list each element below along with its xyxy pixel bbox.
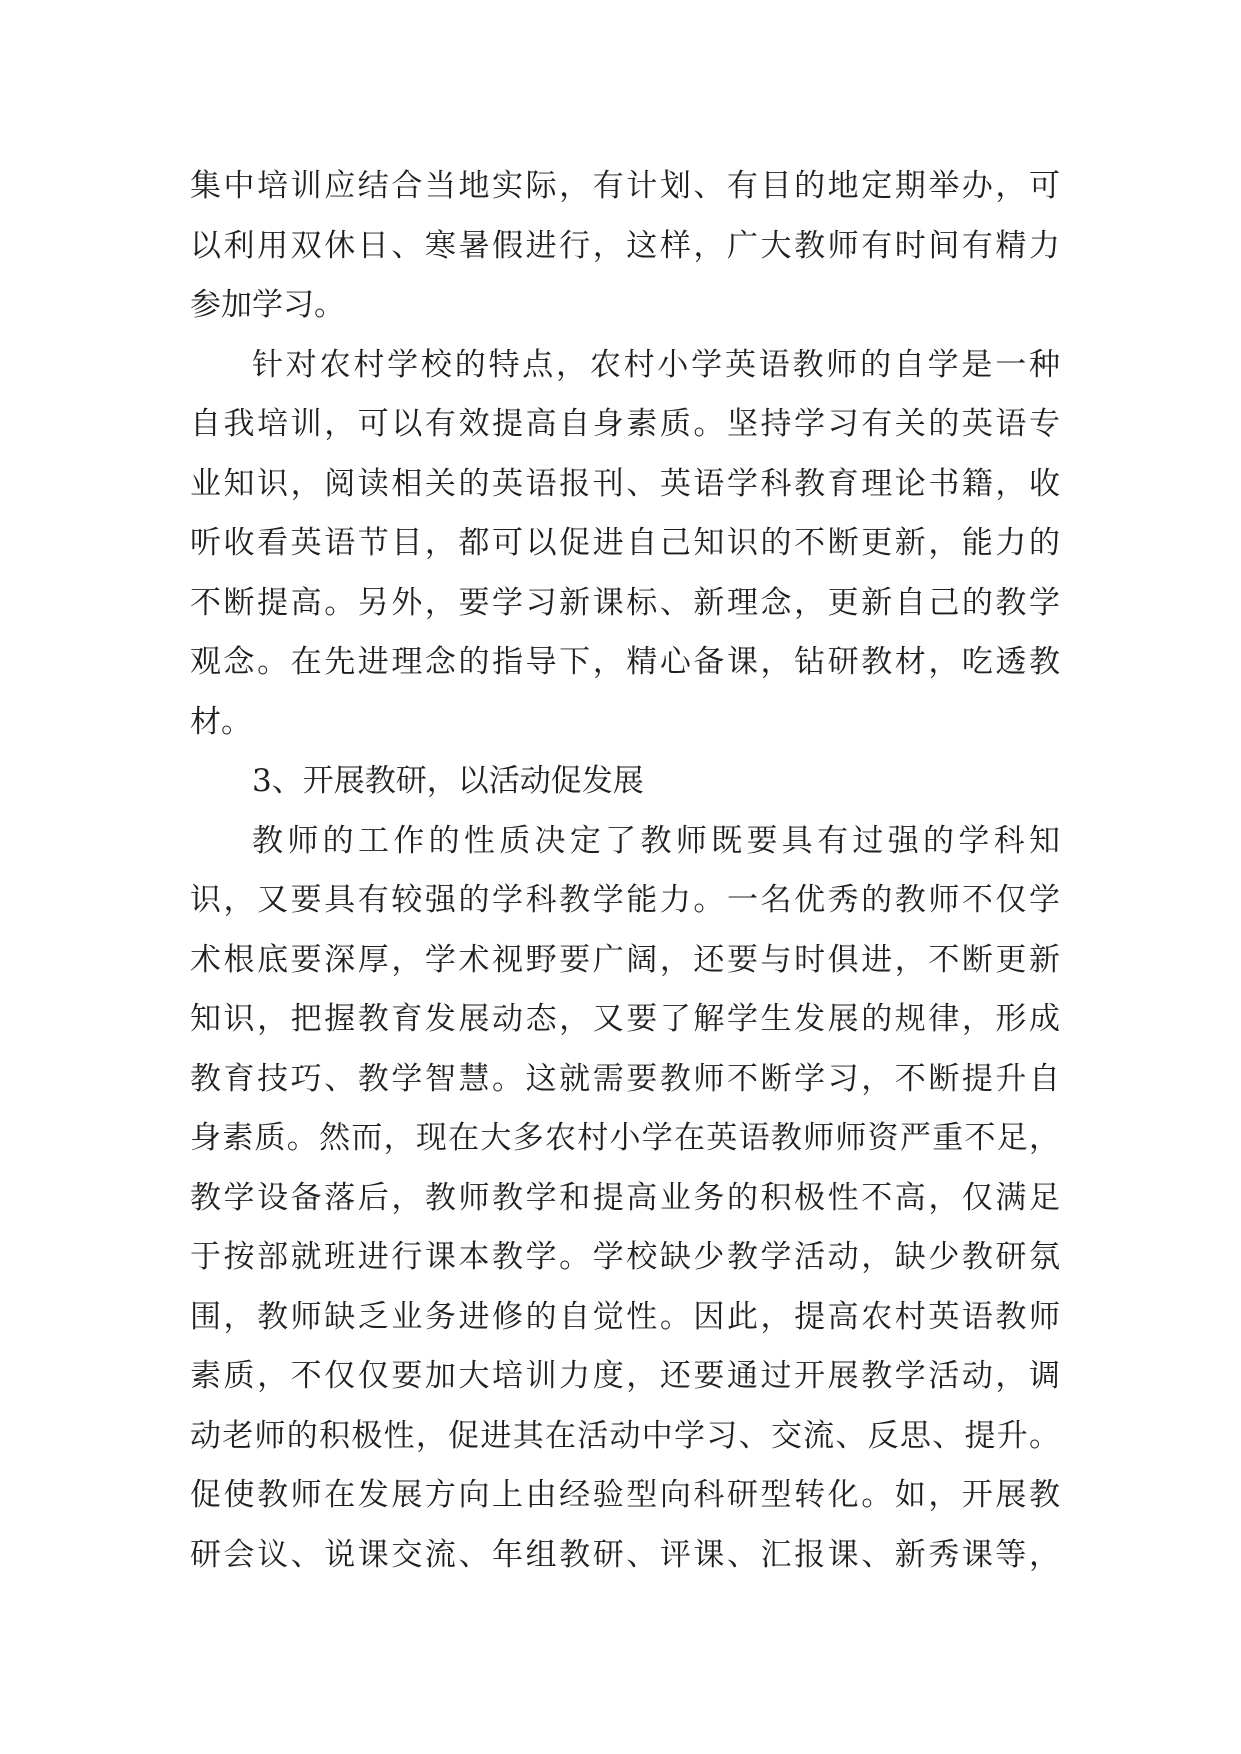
- document-body: [190, 157, 1060, 1585]
- text-line: 促使教师在发展方向上由经验型向科研型转化。如，开展教: [190, 1477, 1060, 1513]
- section-heading: 3、开展教研，以活动促发展: [252, 763, 644, 799]
- text-line: 业知识，阅读相关的英语报刊、英语学科教育理论书籍，收: [190, 465, 1060, 502]
- text-line: 观念。在先进理念的指导下，精心备课，钻研教材，吃透教: [190, 644, 1060, 680]
- text-line: 参加学习。: [190, 287, 345, 323]
- text-line: 以利用双休日、寒暑假进行，这样，广大教师有时间有精力: [190, 227, 1060, 264]
- text-line: 知识，把握教育发展动态，又要了解学生发展的规律，形成: [190, 1001, 1060, 1037]
- text-line: 教学设备落后，教师教学和提高业务的积极性不高，仅满足: [190, 1179, 1060, 1216]
- text-line: 教育技巧、教学智慧。这就需要教师不断学习，不断提升自: [190, 1060, 1060, 1097]
- text-line: 术根底要深厚，学术视野要广阔，还要与时俱进，不断更新: [190, 941, 1060, 978]
- text-line: 自我培训，可以有效提高自身素质。坚持学习有关的英语专: [190, 406, 1060, 442]
- text-line: 身素质。然而，现在大多农村小学在英语教师师资严重不足，: [190, 1120, 1060, 1156]
- text-line: 于按部就班进行课本教学。学校缺少教学活动，缺少教研氛: [190, 1239, 1060, 1275]
- text-line: 动老师的积极性，促进其在活动中学习、交流、反思、提升。: [190, 1417, 1060, 1454]
- text-line: 不断提高。另外，要学习新课标、新理念，更新自己的教学: [190, 584, 1060, 621]
- text-line: 识，又要具有较强的学科教学能力。一名优秀的教师不仅学: [190, 882, 1060, 918]
- text-line: 听收看英语节目，都可以促进自己知识的不断更新，能力的: [190, 525, 1060, 561]
- text-line: 围，教师缺乏业务进修的自觉性。因此，提高农村英语教师: [190, 1298, 1060, 1335]
- text-line: 材。: [190, 703, 252, 740]
- text-line: 针对农村学校的特点，农村小学英语教师的自学是一种: [252, 346, 1060, 383]
- text-line: 教师的工作的性质决定了教师既要具有过强的学科知: [252, 822, 1060, 859]
- text-line: 素质，不仅仅要加大培训力度，还要通过开展教学活动，调: [190, 1358, 1060, 1394]
- text-line: 研会议、说课交流、年组教研、评课、汇报课、新秀课等，: [190, 1536, 1060, 1573]
- text-line: 集中培训应结合当地实际，有计划、有目的地定期举办，可: [190, 168, 1060, 204]
